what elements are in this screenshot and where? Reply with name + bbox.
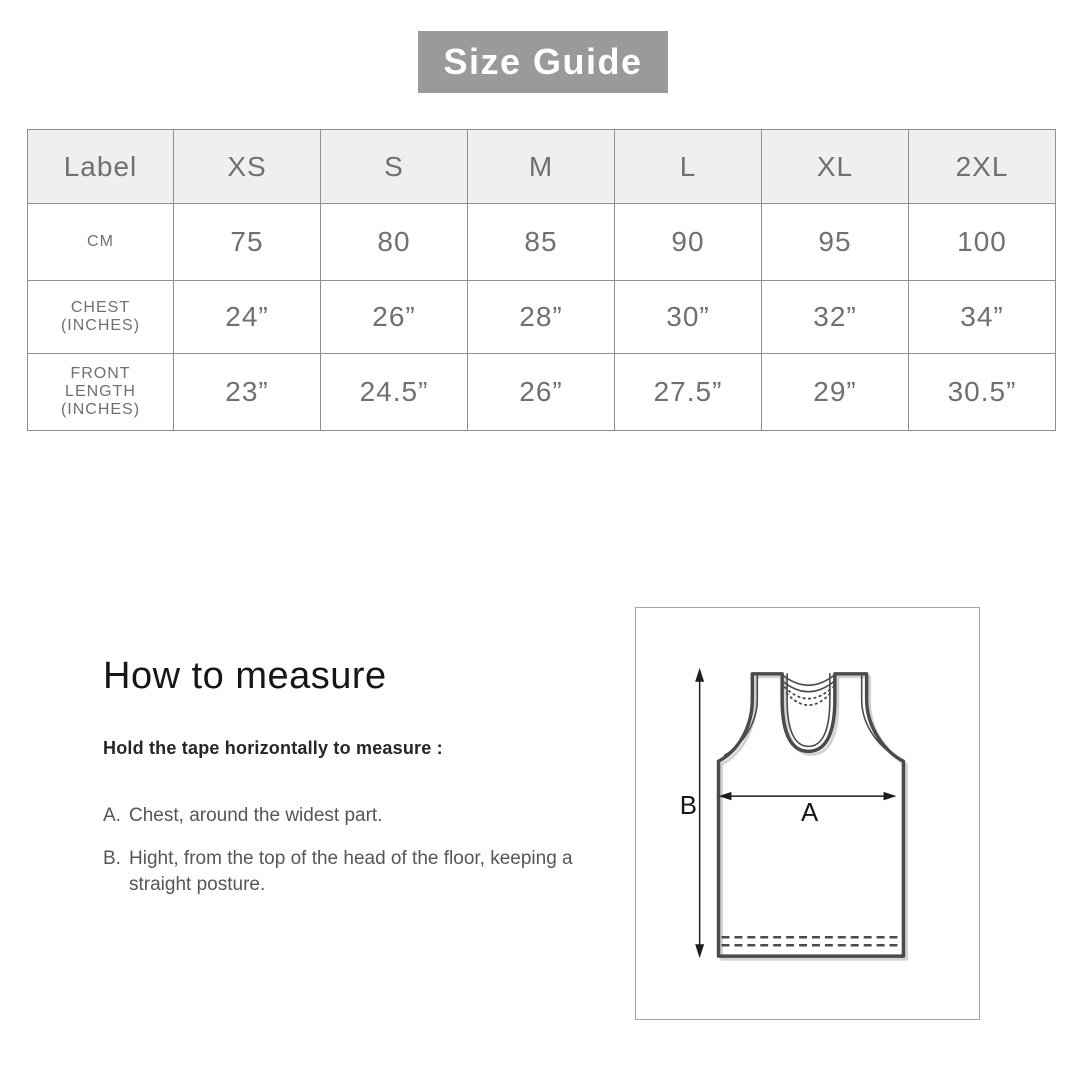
page-title <box>418 31 668 93</box>
item-key: B. <box>103 848 121 869</box>
arrow-up-icon <box>695 668 704 682</box>
size-cell: 75 <box>174 204 321 281</box>
size-cell: 24” <box>174 281 321 354</box>
size-cell: 34” <box>909 281 1056 354</box>
size-cell: 28” <box>468 281 615 354</box>
size-cell: 85 <box>468 204 615 281</box>
size-column-header: L <box>615 130 762 204</box>
item-text: Chest, around the widest part. <box>129 805 383 826</box>
arrow-right-icon <box>884 792 897 800</box>
item-key: A. <box>103 805 121 826</box>
size-cell: 32” <box>762 281 909 354</box>
table-row <box>28 204 1056 281</box>
table-row <box>28 354 1056 431</box>
size-cell: 24.5” <box>321 354 468 431</box>
how-to-measure-section <box>103 655 593 915</box>
size-column-header: XS <box>174 130 321 204</box>
size-cell: 27.5” <box>615 354 762 431</box>
item-text: Hight, from the top of the head of the floor, keeping a straight posture. <box>129 848 573 895</box>
list-item <box>103 803 593 829</box>
row-label: CM <box>28 204 174 281</box>
size-cell: 95 <box>762 204 909 281</box>
measurement-diagram <box>635 607 980 1020</box>
height-label: B <box>679 791 697 820</box>
size-cell: 90 <box>615 204 762 281</box>
row-label: CHEST (INCHES) <box>28 281 174 354</box>
size-table-header-row <box>28 130 1056 204</box>
page-title-text: Size Guide <box>443 41 643 82</box>
chest-label: A <box>801 798 819 827</box>
size-cell: 26” <box>321 281 468 354</box>
size-cell: 23” <box>174 354 321 431</box>
back-neck-edge-inner <box>782 681 835 692</box>
size-cell: 100 <box>909 204 1056 281</box>
size-column-header: S <box>321 130 468 204</box>
size-cell: 80 <box>321 204 468 281</box>
size-cell: 30.5” <box>909 354 1056 431</box>
size-table <box>27 129 1056 431</box>
size-cell: 29” <box>762 354 909 431</box>
size-column-header: XL <box>762 130 909 204</box>
arrow-down-icon <box>695 944 704 958</box>
size-cell: 30” <box>615 281 762 354</box>
size-column-header: 2XL <box>909 130 1056 204</box>
size-column-header: M <box>468 130 615 204</box>
table-row <box>28 281 1056 354</box>
back-neck-edge <box>782 675 835 685</box>
size-column-header: Label <box>28 130 174 204</box>
row-label: FRONT LENGTH (INCHES) <box>28 354 174 431</box>
list-item <box>103 846 593 898</box>
size-cell: 26” <box>468 354 615 431</box>
tank-top-diagram-svg <box>636 608 979 1019</box>
how-to-measure-heading: How to measure <box>103 655 387 697</box>
measure-intro: Hold the tape horizontally to measure : <box>103 738 443 758</box>
